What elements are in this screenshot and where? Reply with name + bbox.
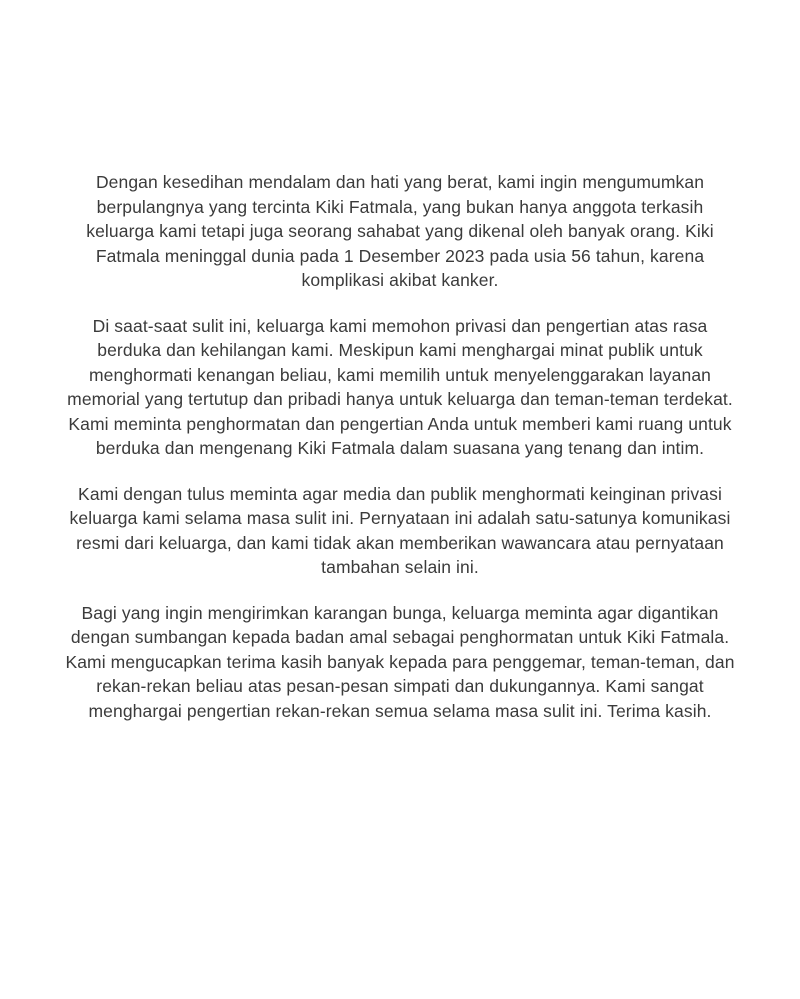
announcement-document xyxy=(62,170,738,723)
paragraph-official-statement-notice: Kami dengan tulus meminta agar media dan publik menghormati keinginan privasi keluarga kami selama masa sulit ini. Pernyataan ini adalah satu-satunya komunikasi resmi dari keluarga, dan kami tidak akan memberikan wawancara atau pernyataan tambahan selain ini. xyxy=(69,483,731,577)
paragraph-announcement-of-passing: Dengan kesedihan mendalam dan hati yang berat, kami ingin mengumumkan berpulangnya yang tercinta Kiki Fatmala, yang bukan hanya anggota terkasih keluarga kami tetapi juga seorang sahabat yang dikenal oleh banyak orang. Kiki Fatmala meninggal dunia pada 1 Desember 2023 pada usia 56 tahun, karena komplikasi akibat kanker. xyxy=(86,172,714,290)
paragraph-privacy-request: Di saat-saat sulit ini, keluarga kami memohon privasi dan pengertian atas rasa berduka dan kehilangan kami. Meskipun kami menghargai minat publik untuk menghormati kenangan beliau, kami memilih untuk menyelenggarakan layanan memorial yang tertutup dan pribadi hanya untuk keluarga dan teman-teman terdekat. Kami meminta penghormatan dan pengertian Anda untuk memberi kami ruang untuk berduka dan mengenang Kiki Fatmala dalam suasana yang tenang dan intim. xyxy=(67,315,733,458)
paragraph-donations-and-thanks: Bagi yang ingin mengirimkan karangan bunga, keluarga meminta agar digantikan dengan sumbangan kepada badan amal sebagai penghormatan untuk Kiki Fatmala. Kami mengucapkan terima kasih banyak kepada para penggemar, teman-teman, dan rekan-rekan beliau atas pesan-pesan simpati dan dukungannya. Kami sangat menghargai pengertian rekan-rekan semua selama masa sulit ini. Terima kasih. xyxy=(65,602,735,721)
